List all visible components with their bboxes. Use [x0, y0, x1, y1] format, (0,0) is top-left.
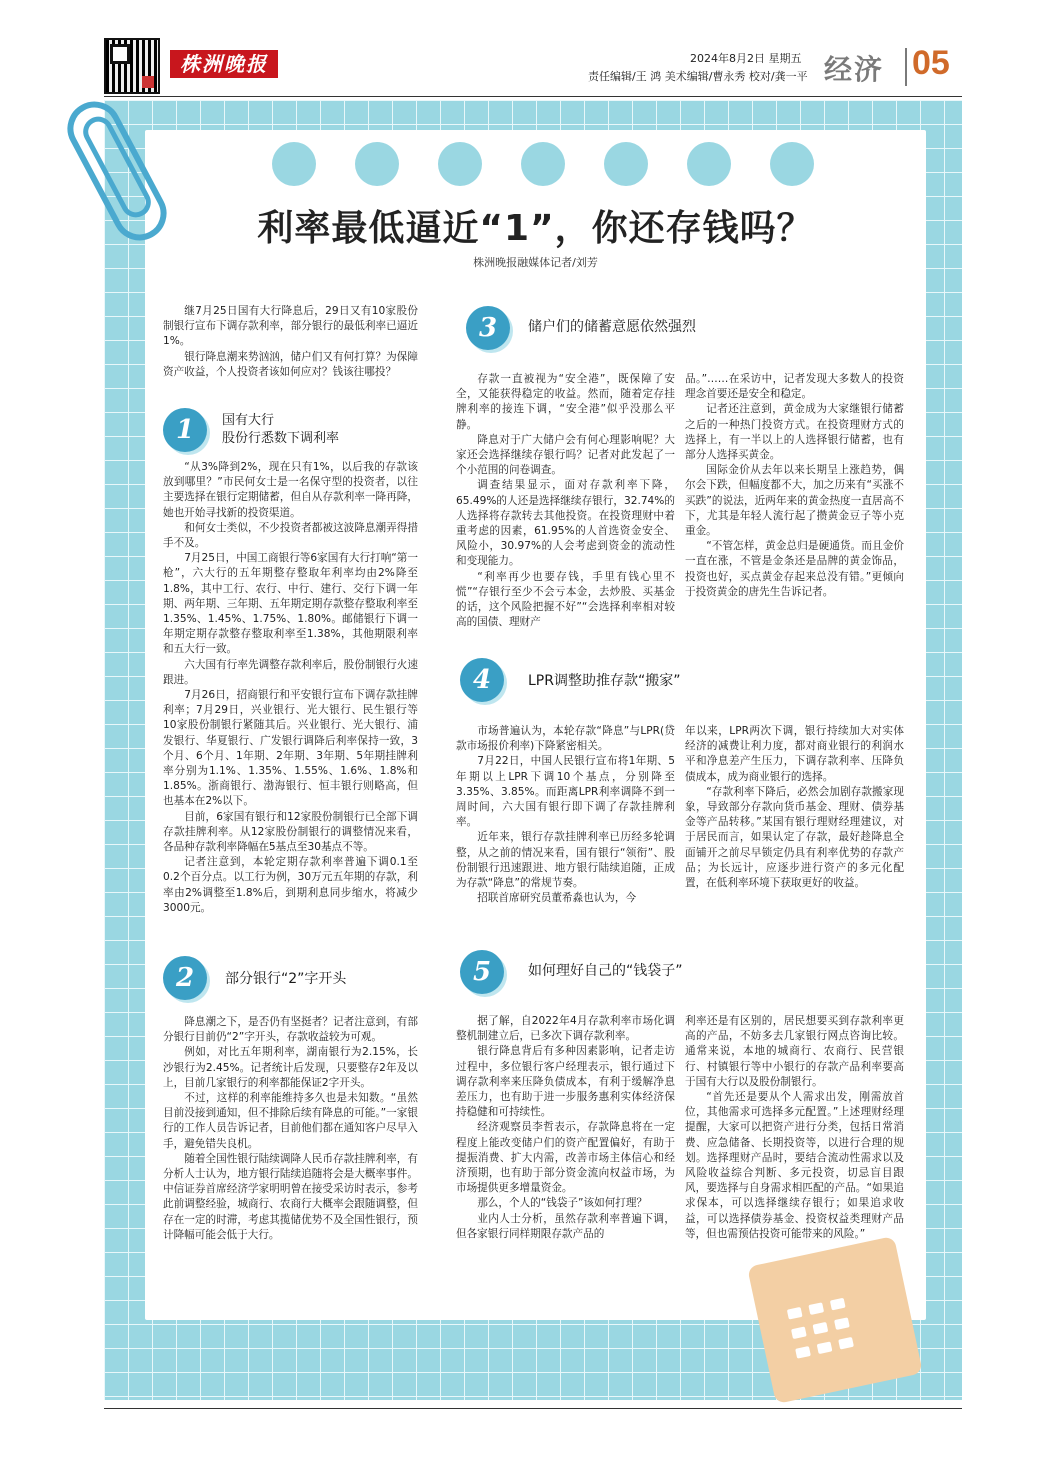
paragraph: 银行降息背后有多种因素影响，记者走访过程中，多位银行客户经理表示，银行通过下调存款利率来压降负债成本，有利于缓解净息差压力，也有助于进一步服务惠利实体经济保持稳健和可持续性。	[456, 1045, 675, 1119]
section-4-body-b	[685, 724, 904, 928]
binder-hole	[355, 142, 399, 186]
intro-text	[163, 304, 418, 394]
paragraph: 7月22日，中国人民银行宣布将1年期、5年期以上LPR下调10个基点，分别降至3.35%、3.85%。而距离LPR利率调降不到一周时间，六大国有银行即下调了存款挂牌利率。	[456, 755, 675, 829]
section-title: 如何理好自己的“钱袋子”	[528, 963, 683, 979]
paragraph: 业内人士分析，虽然存款利率普遍下调，但各家银行同样期限存款产品的	[456, 1212, 675, 1240]
section-title: 国有大行 股份行悉数下调利率	[222, 413, 340, 446]
paragraph: 近年来，银行存款挂牌利率已历经多轮调整，从之前的情况来看，国有银行“领衔”、股份制银行迅速跟进、地方银行陆续追随，正成为存款“降息”的常规节奏。	[456, 831, 675, 890]
paragraph: 和何女士类似，不少投资者都被这波降息潮弄得措手不及。	[163, 521, 418, 550]
paragraph: 市场普遍认为，本轮存款“降息”与LPR(贷款市场报价利率)下降紧密相关。	[456, 725, 675, 753]
header-divider	[905, 48, 907, 86]
paragraph: 六大国有行率先调整存款利率后，股份制银行火速跟进。	[163, 658, 418, 686]
paragraph: 目前，6家国有银行和12家股份制银行已全部下调存款挂牌利率。从12家股份制银行的调整情况来看，各品种存款利率降幅在5基点至30基点不等。	[163, 810, 418, 854]
paragraph: “不管怎样，黄金总归是硬通货。而且金价一直在涨，不管是金条还是品牌的黄金饰品，投资也好，买点黄金存起来总没有错。”更倾向于投资黄金的唐先生告诉记者。	[685, 540, 904, 598]
paragraph: “存款利率下降后，必然会加剧存款搬家现象，导致部分存款向货币基金、理财、债券基金等产品转移。”某国有银行理财经理建议，对于居民而言，如果认定了存款，最好趁降息全面铺开之前尽早锁定仍具有利率优势的存款产品；为长远计，应逐步进行资产的多元化配置，在低利率环境下获取更好的收益。	[685, 785, 904, 890]
binder-hole	[687, 142, 731, 186]
section-number-badge: 1	[163, 408, 207, 452]
section-3-body-b	[685, 372, 904, 636]
section-number-badge: 5	[460, 950, 504, 994]
paragraph: 不过，这样的利率能维持多久也是未知数。“虽然目前没接到通知，但不排除后续有降息的可能。”一家银行的工作人员告诉记者，目前他们都在通知客户尽早入手，避免错失良机。	[163, 1092, 418, 1150]
binder-hole	[604, 142, 648, 186]
paragraph: 国际金价从去年以来长期呈上涨趋势，偶尔会下跌，但幅度都不大，加之历来有“买涨不买跌”的说法，近两年来的黄金热度一直居高不下，尤其是年轻人流行起了攒黄金豆子等小克重金。	[685, 464, 904, 538]
section-title: 部分银行“2”字开头	[225, 971, 347, 987]
paragraph: 随着全国性银行陆续调降人民币存款挂牌利率，有分析人士认为，地方银行陆续追随将会是大概率事件。中信证券首席经济学家明明曾在接受采访时表示，参考此前调整经验，城商行、农商行大概率会跟随调整，但存在一定的时滞，考虑其揽储优势不及全国性银行，预计降幅可能会低于大行。	[163, 1152, 418, 1241]
paragraph: 例如，对比五年期利率，湖南银行为2.15%，长沙银行为2.45%。记者统计后发现，只要整存2年及以上，目前几家银行的利率都能保证2字开头。	[163, 1046, 418, 1089]
paragraph: 那么，个人的“钱袋子”该如何打理？	[477, 1197, 648, 1210]
section-5-body-a	[456, 1014, 675, 1304]
section-title: LPR调整助推存款“搬家”	[528, 673, 681, 689]
paragraph: “首先还是要从个人需求出发，刚需放首位，其他需求可选择多元配置。”上述理财经理提醒，大家可以把资产进行分类，包括日常消费、应急储备、长期投资等，以进行合理的规划。选择理财产品时，要结合流动性需求以及风险收益综合判断、多元投资，切忌盲目跟风，要选择与自身需求相匹配的产品。“如果追求保本，可以选择继续存银行；如果追求收益，可以选择债券基金、投资权益类理财产品等，但也需预估投资可能带来的风险。”	[685, 1091, 904, 1240]
paragraph: 存款一直被视为“安全港”，既保障了安全，又能获得稳定的收益。然而，随着定存挂牌利率的接连下调，“安全港”似乎没那么平静。	[456, 373, 675, 431]
qr-code	[104, 38, 160, 94]
paragraph: “利率再少也要存钱，手里有钱心里不慌”“存银行至少不会亏本金，去炒股、买基金的话，这个风险把握不好”“会选择利率相对较高的国债、理财产	[456, 570, 675, 629]
section-name: 经济	[824, 53, 885, 86]
paragraph: 降息对于广大储户会有何心理影响呢？大家还会选择继续存银行吗？记者对此发起了一个小范围的问卷调查。	[456, 433, 675, 477]
editor-credits: 责任编辑/王 鸿 美术编辑/曹永秀 校对/龚一平	[588, 70, 808, 83]
page-number: 05	[912, 44, 950, 82]
section-number-badge: 4	[460, 658, 504, 702]
issue-date: 2024年8月2日 星期五	[690, 52, 802, 65]
binder-hole	[438, 142, 482, 186]
section-1-body	[163, 460, 418, 948]
paragraph: 据了解，自2022年4月存款利率市场化调整机制建立后，已多次下调存款利率。	[456, 1015, 675, 1043]
paragraph: 继7月25日国有大行降息后，29日又有10家股份制银行宣布下调存款利率，部分银行的最低利率已逼近1%。	[163, 305, 418, 348]
paragraph: 降息潮之下，是否仍有坚挺者？记者注意到，有部分银行目前仍“2”字开头，存款收益较为可观。	[163, 1016, 418, 1044]
section-5-body-b	[685, 1014, 904, 1304]
section-number-badge: 3	[466, 306, 510, 350]
paragraph: 记者还注意到，黄金成为大家继银行储蓄之后的一种热门投资方式。在投资理财方式的选择上，有一半以上的人选择银行储蓄，也有部分人选择买黄金。	[685, 403, 904, 462]
newspaper-logo: 株洲晚报	[170, 50, 278, 78]
paragraph: “从3%降到2%，现在只有1%，以后我的存款该放到哪里？”市民何女士是一名保守型的投资者，以往主要选择在银行定期储蓄，但自从存款利率一降再降，她也开始寻找新的投资渠道。	[163, 461, 418, 519]
paragraph: 记者注意到，本轮定期存款利率普遍下调0.1至0.2个百分点。以工行为例，30万元五年期的存款，利率由2%调整至1.8%后，到期利息同步缩水，将减少3000元。	[163, 856, 418, 914]
binder-hole	[272, 142, 316, 186]
top-rule	[104, 96, 962, 97]
binder-hole	[521, 142, 565, 186]
section-4-body-a	[456, 724, 675, 928]
paragraph: 7月25日，中国工商银行等6家国有大行打响“第一枪”，六大行的五年期整存整取年利率均由2%降至1.8%，其中工行、农行、中行、建行、交行下调一年期、两年期、三年期、五年期定期存款整存整取利率至1.35%、1.45%、1.75%、1.80%。邮储银行下调一年期定期存款整存整取利率至1.38%，其他期限利率和五大行一致。	[163, 552, 418, 656]
section-number-badge: 2	[163, 956, 207, 1000]
paragraph: 招联首席研究员董希淼也认为，今	[477, 892, 637, 905]
article-title: 利率最低逼近“1”，你还存钱吗？	[257, 208, 814, 249]
section-title: 储户们的储蓄意愿依然强烈	[528, 319, 696, 335]
binder-hole	[770, 142, 814, 186]
byline: 株洲晚报融媒体记者/刘芳	[473, 256, 598, 269]
bottom-rule	[104, 1408, 962, 1409]
paragraph: 年以来，LPR两次下调，银行持续加大对实体经济的减费让利力度，都对商业银行的利润水平和净息差产生压力，下调存款利率、压降负债成本，成为商业银行的选择。	[685, 725, 904, 783]
paragraph: 银行降息潮来势汹汹，储户们又有何打算？为保障资产收益，个人投资者该如何应对？钱该往哪投？	[163, 350, 418, 378]
paragraph: 利率还是有区别的，居民想要买到存款利率更高的产品，不妨多去几家银行网点咨询比较。通常来说，本地的城商行、农商行、民营银行、村镇银行等中小银行的存款产品利率要高于国有大行以及股份制银行。	[685, 1015, 904, 1088]
paragraph: 7月26日，招商银行和平安银行宣布下调存款挂牌利率；7月29日，兴业银行、光大银行、民生银行等10家股份制银行紧随其后。兴业银行、光大银行、浦发银行、华夏银行、广发银行调降后利率保持一致，3个月、6个月、1年期、2年期、3年期、5年期挂牌利率分别为1.1%、1.35%、1.55%、1.6%、1.8%和1.85%。浙商银行、渤海银行、恒丰银行则略高，但也基本在2%以下。	[163, 689, 418, 808]
paragraph: 经济观察员李哲表示，存款降息将在一定程度上能改变储户们的资产配置偏好，有助于提振消费、扩大内需，改善市场主体信心和经济预期，也有助于部分资金流向权益市场，为市场提供更多增量资金。	[456, 1121, 675, 1195]
paragraph: 调查结果显示，面对存款利率下降，65.49%的人还是选择继续存银行，32.74%的人选择将存款转去其他投资。在投资理财中着重考虑的因素，61.95%的人首选资金安全、风险小，30.97%的人会考虑到资金的流动性和变现能力。	[456, 479, 675, 568]
section-3-body-a	[456, 372, 675, 636]
section-2-body	[163, 1015, 418, 1305]
paragraph: 品。”……在采访中，记者发现大多数人的投资理念首要还是安全和稳定。	[685, 373, 904, 401]
